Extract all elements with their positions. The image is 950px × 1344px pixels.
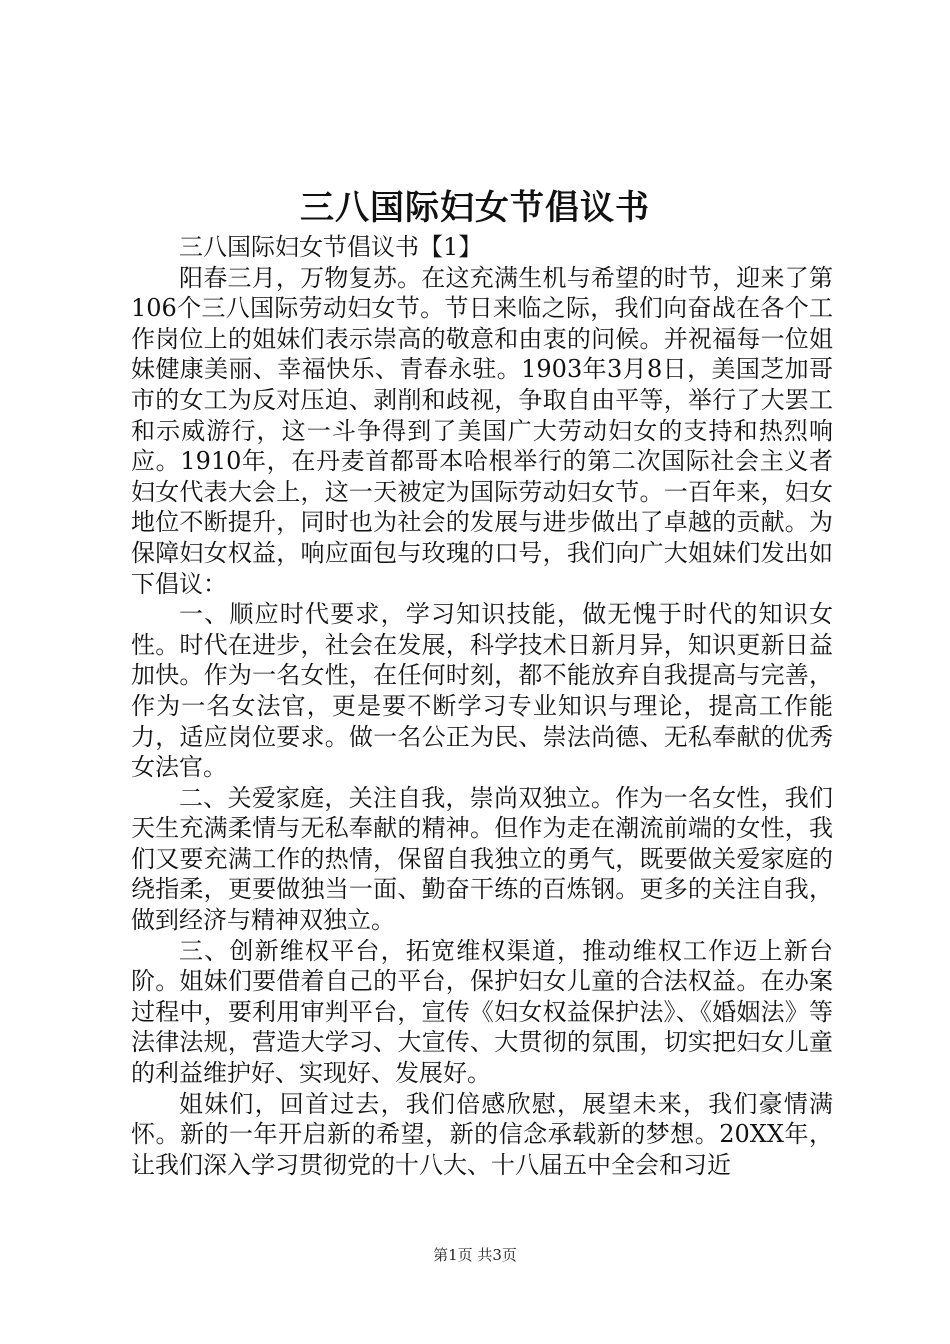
section-heading: 三八国际妇女节倡议书【1】 (179, 233, 483, 261)
paragraph-closing: 姐妹们，回首过去，我们倍感欣慰，展望未来，我们豪情满怀。新的一年开启新的希望，新的信念承载新的梦想。20XX年，让我们深入学习贯彻党的十八大、十八届五中全会和习近 (131, 1089, 833, 1179)
paragraph-proposal-3: 三、创新维权平台，拓宽维权渠道，推动维权工作迈上新台阶。姐妹们要借着自己的平台，保护妇女儿童的合法权益。在办案过程中，要利用审判平台，宣传《妇女权益保护法》、《婚姻法》等法律法规，营造大学习、大宣传、大贯彻的氛围，切实把妇女儿童的利益维护好、实现好、发展好。 (131, 936, 833, 1088)
page-number: 第1页 共3页 (433, 1246, 517, 1264)
paragraph-proposal-2: 二、关爱家庭，关注自我，崇尚双独立。作为一名女性，我们天生充满柔情与无私奉献的精神。但作为走在潮流前端的女性，我们又要充满工作的热情，保留自我独立的勇气，既要做关爱家庭的绕指柔，更要做独当一面、勤奋干练的百炼钢。更多的关注自我，做到经济与精神双独立。 (131, 783, 833, 935)
paragraph-proposal-1: 一、顺应时代要求，学习知识技能，做无愧于时代的知识女性。时代在进步，社会在发展，科学技术日新月异，知识更新日益加快。作为一名女性，在任何时刻，都不能放弃自我提高与完善，作为一名女法官，更是要不断学习专业知识与理论，提高工作能力，适应岗位要求。做一名公正为民、崇法尚德、无私奉献的优秀女法官。 (131, 600, 833, 782)
paragraph-intro: 阳春三月，万物复苏。在这充满生机与希望的时节，迎来了第106个三八国际劳动妇女节。节日来临之际，我们向奋战在各个工作岗位上的姐妹们表示崇高的敬意和由衷的问候。并祝福每一位姐妹健康美丽、幸福快乐、青春永驻。1903年3月8日，美国芝加哥市的女工为反对压迫、剥削和歧视，争取自由平等，举行了大罢工和示威游行，这一斗争得到了美国广大劳动妇女的支持和热烈响应。1910年，在丹麦首都哥本哈根举行的第二次国际社会主义者妇女代表大会上，这一天被定为国际劳动妇女节。一百年来，妇女地位不断提升，同时也为社会的发展与进步做出了卓越的贡献。为保障妇女权益，响应面包与玫瑰的口号，我们向广大姐妹们发出如下倡议： (131, 263, 833, 598)
document-body (131, 232, 833, 1180)
page-title: 三八国际妇女节倡议书 (300, 188, 650, 228)
